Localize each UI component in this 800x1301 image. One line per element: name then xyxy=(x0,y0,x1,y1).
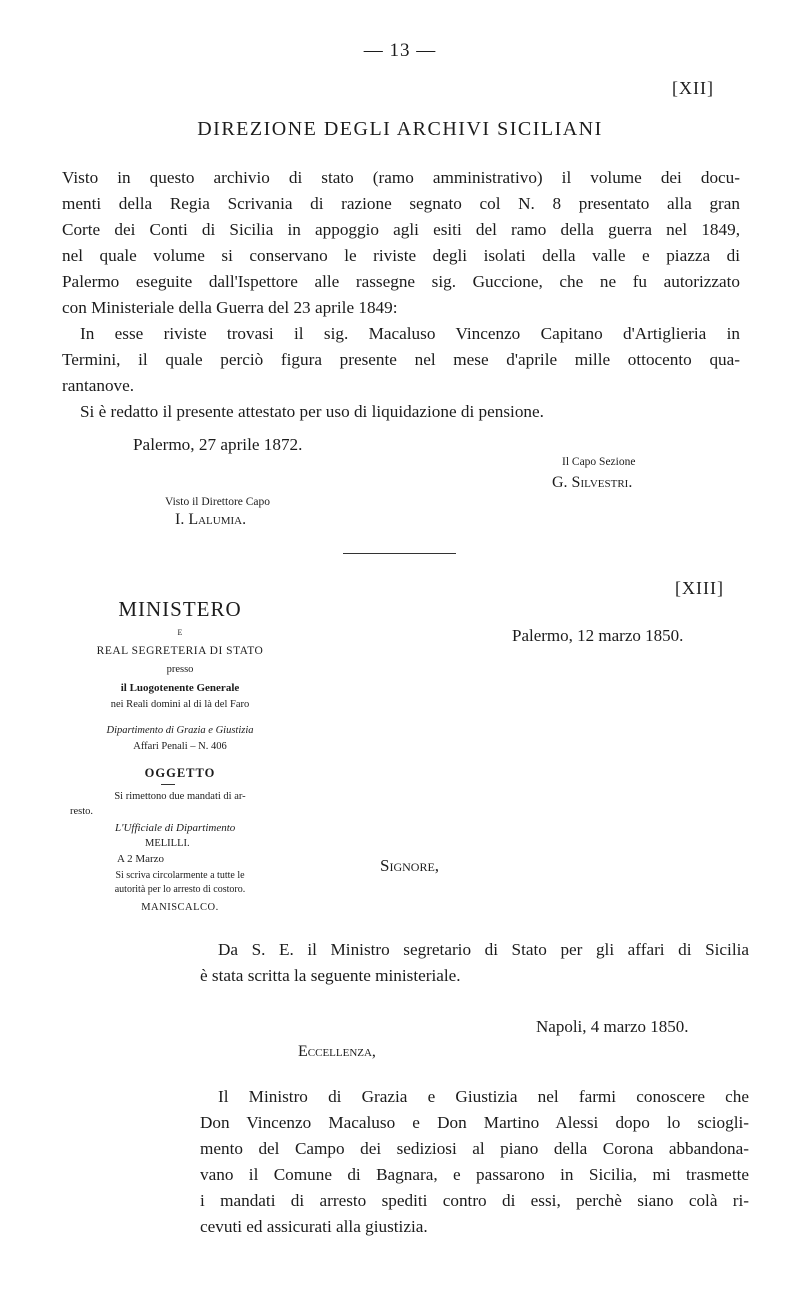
letter-line: Il Ministro di Grazia e Giustizia nel farmi conoscere che xyxy=(218,1087,749,1106)
letter-line: i mandati di arresto spediti contro di essi, perchè siano colà ri- xyxy=(200,1191,749,1210)
section-divider xyxy=(343,553,456,554)
section-title: DIREZIONE DEGLI ARCHIVI SICILIANI xyxy=(197,118,603,140)
page-number: — 13 — xyxy=(363,40,437,61)
ministry-e: E xyxy=(177,628,183,637)
capo-sezione-name: G. Silvestri. xyxy=(552,474,633,491)
napoli-date: Napoli, 4 marzo 1850. xyxy=(536,1017,689,1036)
letter-line: cevuti ed assicurati alla giustizia. xyxy=(200,1217,428,1236)
ministry-line: presso xyxy=(166,664,194,675)
ministry-line: REAL SEGRETERIA DI STATO xyxy=(96,645,264,657)
place-date: Palermo, 27 aprile 1872. xyxy=(133,435,303,454)
body-line: Termini, il quale perciò figura presente nel mese d'aprile mille ottocento qua- xyxy=(62,350,740,369)
section-number-12: [XII] xyxy=(672,78,714,98)
intro-line: Da S. E. il Ministro segretario di Stato per gli affari di Sicilia xyxy=(218,940,749,959)
oggetto-label: OGGETTO xyxy=(144,766,216,780)
body-line: con Ministeriale della Guerra del 23 aprile 1849: xyxy=(62,298,398,317)
capo-sezione-label: Il Capo Sezione xyxy=(562,456,636,468)
ministry-title: MINISTERO xyxy=(118,597,242,621)
body-line: In esse riviste trovasi il sig. Macaluso Vincenzo Capitano d'Artiglieria in xyxy=(80,324,740,343)
letter-line: mento del Campo dei sediziosi al piano della Corona abbandona- xyxy=(200,1139,749,1158)
note-text: Si scriva circolarmente a tutte le xyxy=(115,870,245,881)
visto-label: Visto il Direttore Capo xyxy=(165,496,271,508)
intro-line: è stata scritta la seguente ministeriale. xyxy=(200,966,461,985)
note-text: autorità per lo arresto di costoro. xyxy=(114,884,246,895)
body-line: rantanove. xyxy=(62,376,135,395)
place-date-1850: Palermo, 12 marzo 1850. xyxy=(512,626,684,645)
note-name: MANISCALCO. xyxy=(141,902,219,913)
oggetto-dash xyxy=(161,784,175,785)
letter-line: vano il Comune di Bagnara, e passarono in Sicilia, mi trasmette xyxy=(200,1165,749,1184)
oggetto-text: resto. xyxy=(70,806,94,817)
salutation: Signore, xyxy=(380,856,440,875)
officiale-name: MELILLI. xyxy=(145,838,190,849)
section-number-13: [XIII] xyxy=(675,578,724,598)
letter-line: Don Vincenzo Macaluso e Don Martino Alessi dopo lo sciogli- xyxy=(200,1113,749,1132)
visto-name: I. Lalumia. xyxy=(175,511,247,528)
body-line: Visto in questo archivio di stato (ramo amministrativo) il volume dei docu- xyxy=(62,168,740,187)
ministry-line: Affari Penali – N. 406 xyxy=(133,741,227,752)
ministry-line: nei Reali domini al di là del Faro xyxy=(110,699,250,710)
eccellenza: Eccellenza, xyxy=(298,1043,376,1060)
body-line: Corte dei Conti di Sicilia in appoggio agli esiti del ramo della guerra nel 1849, xyxy=(62,220,740,239)
body-line: menti della Regia Scrivania di razione segnato col N. 8 presentato alla gran xyxy=(62,194,740,213)
officiale-label: L'Ufficiale di Dipartimento xyxy=(115,822,236,834)
body-line: nel quale volume si conservano le riviste degli isolati della valle e piazza di xyxy=(62,246,740,265)
body-line: Si è redatto il presente attestato per uso di liquidazione di pensione. xyxy=(80,402,544,421)
oggetto-text: Si rimettono due mandati di ar- xyxy=(114,791,246,802)
ministry-line: il Luogotenente Generale xyxy=(120,682,240,694)
ministry-line: Dipartimento di Grazia e Giustizia xyxy=(106,725,254,736)
date-label: A 2 Marzo xyxy=(117,853,165,865)
body-line: Palermo eseguite dall'Ispettore alle rassegne sig. Guccione, che ne fu autorizzato xyxy=(62,272,740,291)
